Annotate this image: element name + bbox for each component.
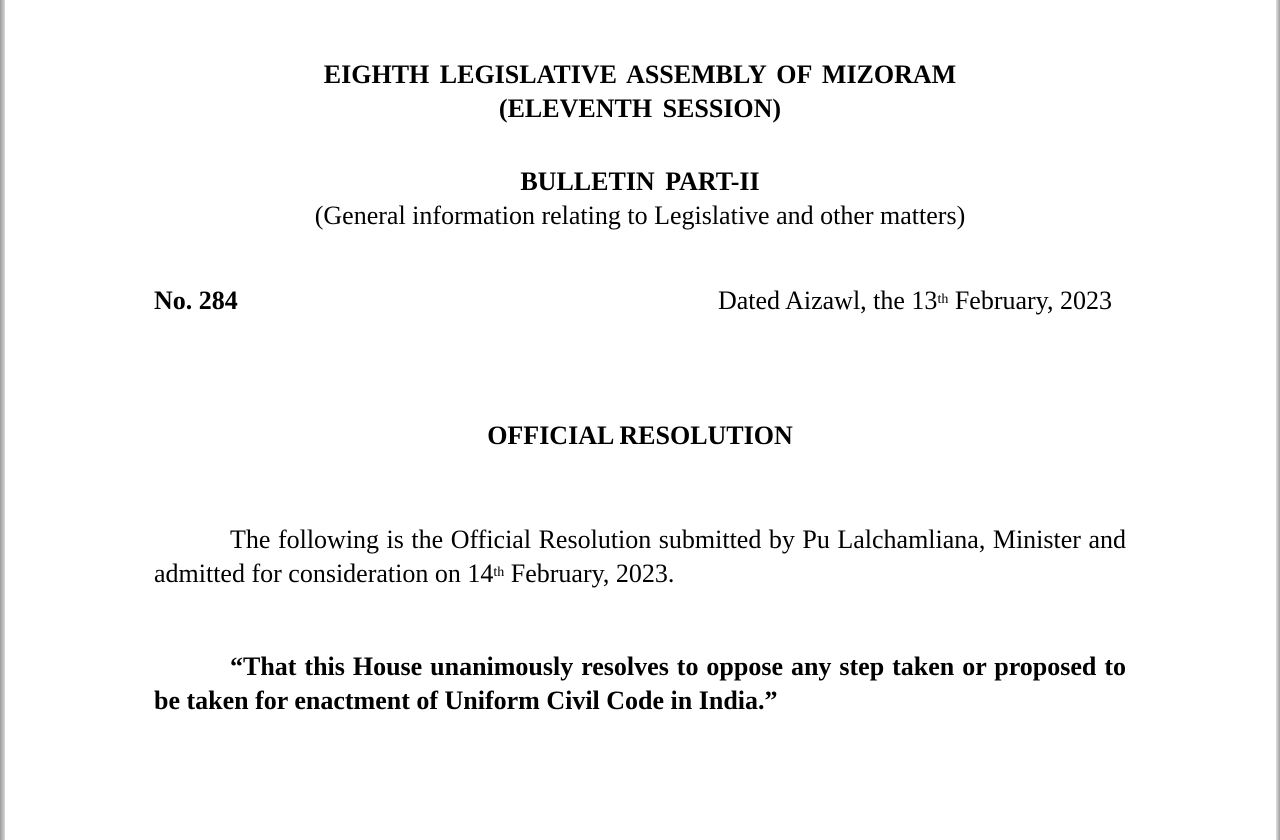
document-page (154, 0, 1126, 840)
bulletin-subtitle: (General information relating to Legislative and other matters) (314, 201, 966, 230)
resolution-text: “That this House unanimously resolves to oppose any step taken or proposed to be taken for enactment of Uniform Civil Code in India.” (154, 652, 1126, 715)
intro-text-part1: The following is the Official Resolution submitted by Pu Lalchamliana, Minister and admitted for consideration on 14 (154, 525, 1126, 588)
bulletin-header (154, 165, 1126, 233)
bulletin-title: BULLETIN PART-II (520, 167, 760, 196)
intro-superscript: th (493, 565, 505, 580)
date-superscript: th (937, 292, 949, 307)
page-left-edge (0, 0, 5, 840)
assembly-heading: EIGHTH LEGISLATIVE ASSEMBLY OF MIZORAM (323, 60, 957, 89)
document-header (154, 58, 1126, 126)
resolution-title: OFFICIAL RESOLUTION (487, 421, 793, 450)
bulletin-date (718, 284, 1112, 318)
reference-line (154, 284, 1112, 318)
page-right-edge (1276, 0, 1280, 840)
intro-text-part2: February, 2023. (504, 559, 675, 588)
date-suffix: February, 2023 (948, 286, 1112, 315)
bulletin-number: No. 284 (154, 286, 238, 315)
resolution-intro (154, 523, 1126, 591)
date-prefix: Dated Aizawl, the 13 (717, 286, 938, 315)
session-heading: (ELEVENTH SESSION) (498, 94, 782, 123)
